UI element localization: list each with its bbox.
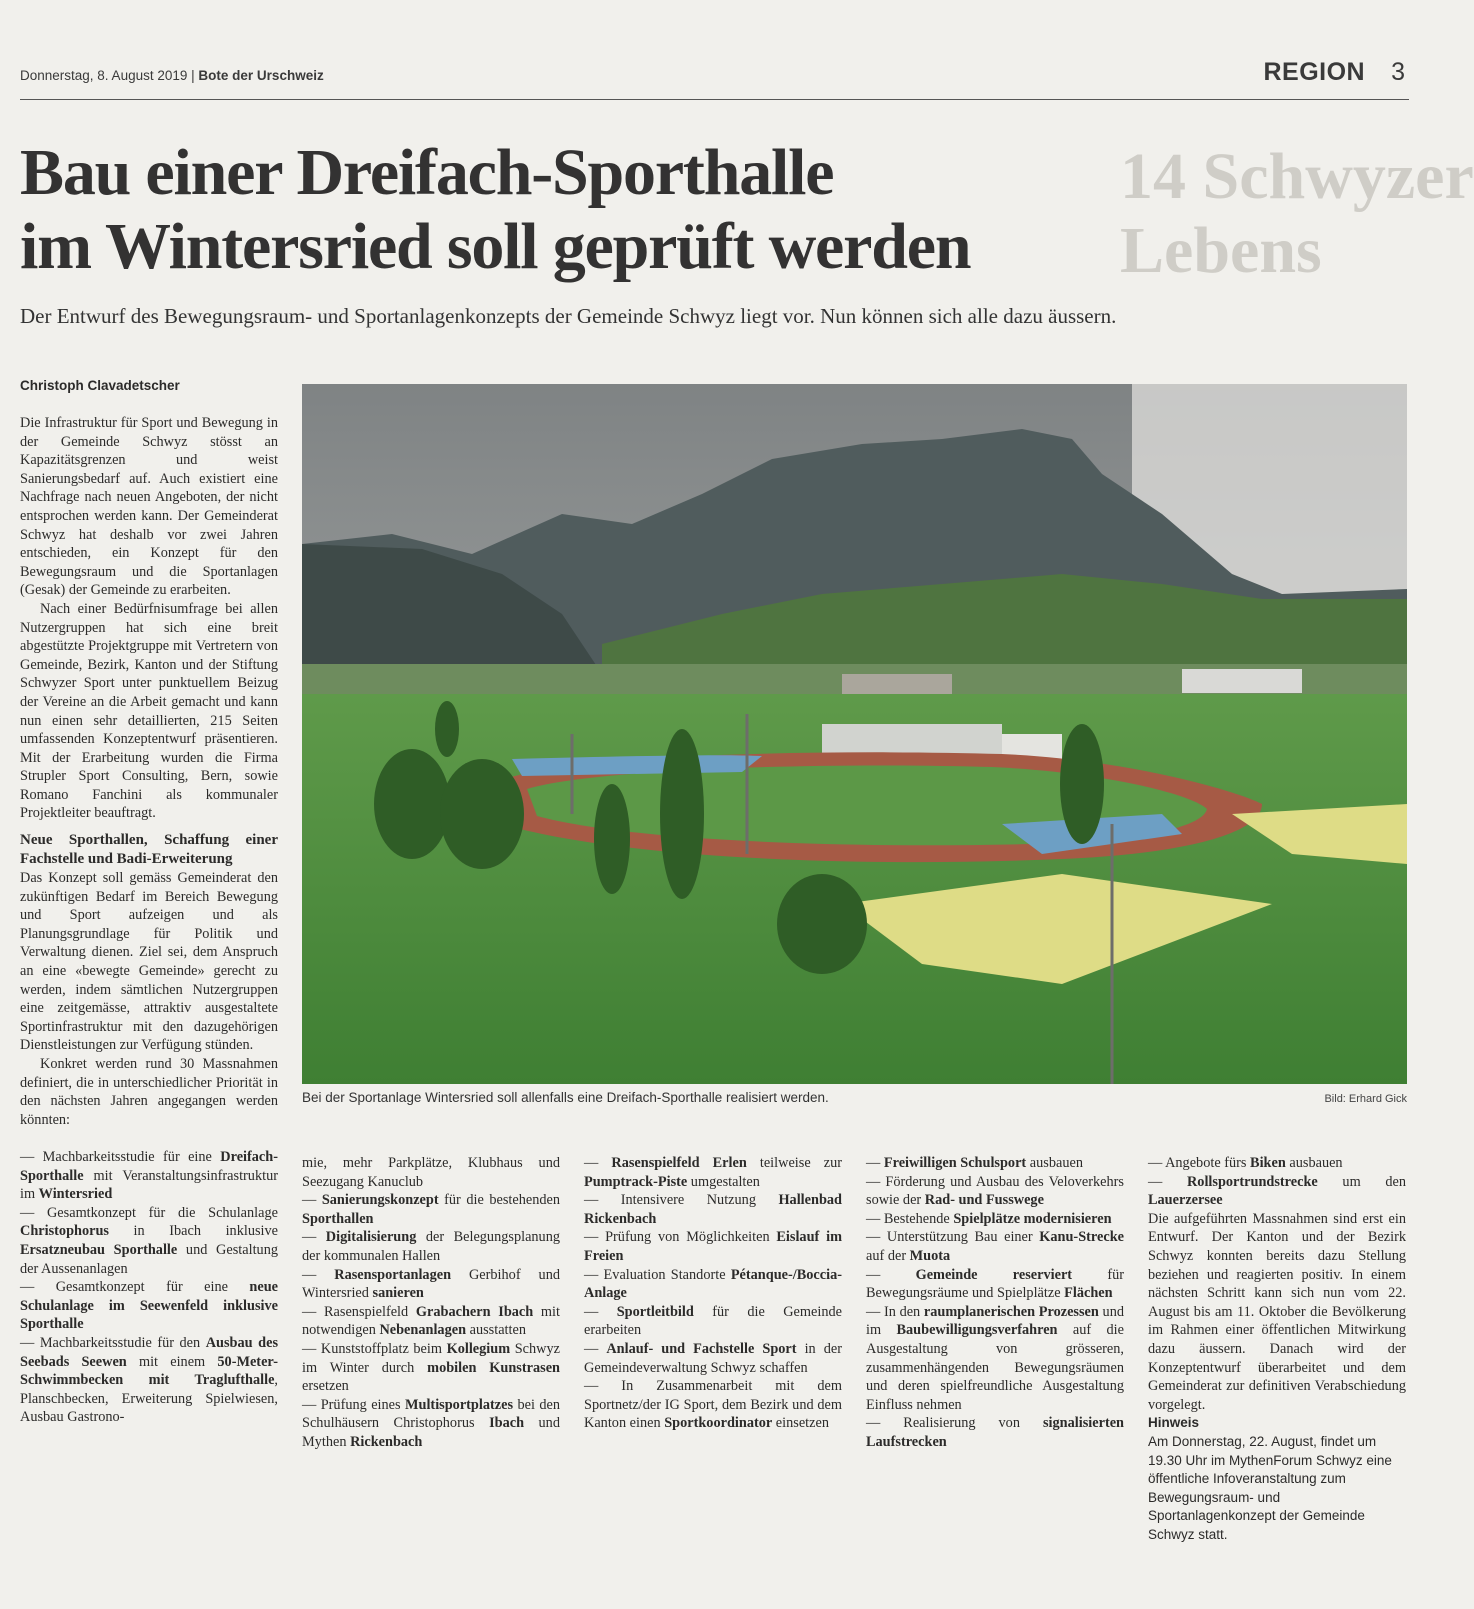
list-item: — Freiwilligen Schulsport ausbauen: [866, 1155, 1083, 1171]
section-subtitle: Neue Sporthallen, Schaffung einer Fachstelle und Badi-Erweiterung: [20, 832, 278, 868]
list-item: — Machbarkeitsstudie für eine Dreifach-Sporthalle mit Veranstaltungsinfrastruktur im Wintersried: [20, 1148, 278, 1203]
photo-credit: Bild: Erhard Gick: [1324, 1093, 1407, 1105]
list-item: — Gesamtkonzept für die Schulanlage Christophorus in Ibach inklusive Ersatzneubau Sporthalle und Gestaltung der Aussenanlagen: [20, 1204, 278, 1277]
page-number: 3: [1391, 58, 1405, 86]
column-4: [866, 1154, 1124, 1452]
subheadline: Der Entwurf des Bewegungsraum- und Sportanlagenkonzepts der Gemeinde Schwyz liegt vor. Nun können sich alle dazu äussern.: [20, 304, 1117, 328]
list-item: — Prüfung von Möglichkeiten Eislauf im Freien: [584, 1229, 842, 1264]
paragraph: Konkret werden rund 30 Massnahmen definiert, die in unterschiedlicher Priorität in den nächsten Jahren angegangen werden könnten:: [20, 1056, 278, 1128]
column-2: [302, 1154, 560, 1452]
column-1: [20, 414, 278, 1427]
list-item: — Intensivere Nutzung Hallenbad Rickenbach: [584, 1192, 842, 1227]
issue-date: Donnerstag, 8. August 2019: [20, 68, 188, 83]
list-item: — Evaluation Standorte Pétanque-/Boccia-Anlage: [584, 1266, 842, 1302]
list-item: — Machbarkeitsstudie für den Ausbau des Seebads Seewen mit einem 50-Meter-Schwimmbecken mit Traglufthalle, Planschbecken, Erweiterung Spielwiesen, Ausbau Gastrono-: [20, 1334, 279, 1426]
list-item: — Anlauf- und Fachstelle Sport in der Gemeindeverwaltung Schwyz schaffen: [584, 1340, 843, 1376]
list-item: — In Zusammenarbeit mit dem Sportnetz/der IG Sport, dem Bezirk und dem Kanton einen Sportkoordinator einsetzen: [584, 1378, 842, 1432]
list-item: — Realisierung von signalisierten Laufstrecken: [866, 1415, 1124, 1450]
headline-line-1: Bau einer Dreifach-Sporthalle: [20, 136, 834, 209]
list-item: — Angebote fürs Biken ausbauen: [1148, 1155, 1343, 1171]
headline-line-2: im Wintersried soll geprüft werden: [20, 210, 971, 283]
paragraph: Das Konzept soll gemäss Gemeinderat den zukünftigen Bedarf im Bereich Bewegung und Sport aufzeigen und als Planungsgrundlage für Politik und Verwaltung dienen. Ziel sei, dem Anspruch an eine «bewegte Gemeinde» gerecht zu werden, indem sämtlichen Nutzergruppen eine zeitgemässe, attraktiv ausgestaltete Sportinfrastruktur mit den dazugehörigen Dienstleistungen zur Verfügung stünden.: [20, 870, 278, 1054]
column-3: [584, 1154, 842, 1433]
header-separator: |: [191, 68, 195, 83]
list-item: — Gemeinde reserviert für Bewegungsräume und Spielplätze Flächen: [866, 1266, 1125, 1302]
list-item: mie, mehr Parkplätze, Klubhaus und Seezugang Kanuclub: [302, 1155, 560, 1190]
list-item: — Sportleitbild für die Gemeinde erarbeiten: [584, 1303, 842, 1339]
list-item: — Rasenspielfeld Erlen teilweise zur Pumptrack-Piste umgestalten: [584, 1155, 842, 1190]
paragraph: Nach einer Bedürfnisumfrage bei allen Nutzergruppen hat sich eine breit abgestützte Projektgruppe mit Vertretern von Gemeinde, Bezirk, Kanton und der Stiftung Schwyzer Sport unter punktuellem Beizug der Vereine an die Arbeit gemacht und kann nun einen sehr detaillierten, 215 Seiten umfassenden Konzeptentwurf präsentieren. Mit der Erarbeitung wurden die Firma Strupler Sport Consulting, Bern, sowie Romano Fanchini als kommunaler Projektleiter beauftragt.: [20, 600, 278, 822]
list-item: — Rollsportrundstrecke um den Lauerzersee: [1148, 1173, 1407, 1209]
publication-name: Bote der Urschweiz: [198, 68, 324, 83]
list-item: — Sanierungskonzept für die bestehenden Sporthallen: [302, 1192, 560, 1227]
paragraph: Die Infrastruktur für Sport und Bewegung in der Gemeinde Schwyz stösst an Kapazitätsgrenzen und weist Sanierungsbedarf auf. Auch existiert eine Nachfrage nach neuen Angeboten, der nicht entsprochen werden kann. Der Gemeinderat Schwyz hat deshalb vor zwei Jahren entschieden, ein Konzept für den Bewegungsraum und die Sportanlagen (Gesak) der Gemeinde zu erarbeiten.: [20, 415, 278, 599]
column-5: [1148, 1154, 1406, 1544]
list-item: — Prüfung eines Multisportplatzes bei den Schulhäusern Christophorus Ibach und Mythen Rickenbach: [302, 1396, 560, 1450]
list-item: — In den raumplanerischen Prozessen und im Baubewilligungsverfahren auf die Ausgestaltung von grösseren, zusammenhängenden Bewegungsräumen und deren spielfreundliche Ausgestaltung Einfluss nehmen: [866, 1303, 1125, 1413]
note-text: Am Donnerstag, 22. August, findet um 19.30 Uhr im MythenForum Schwyz eine öffentliche Infoveranstaltung zum Bewegungsraum- und Sportanlagenkonzept der Gemeinde Schwyz statt.: [1148, 1433, 1392, 1542]
list-item: — Bestehende Spielplätze modernisieren: [866, 1210, 1112, 1227]
list-item: — Gesamtkonzept für eine neue Schulanlage im Seewenfeld inklusive Sporthalle: [20, 1279, 278, 1333]
photo-caption: Bei der Sportanlage Wintersried soll allenfalls eine Dreifach-Sporthalle realisiert werden.: [302, 1090, 829, 1105]
paragraph: Die aufgeführten Massnahmen sind erst ein Entwurf. Der Kanton und der Bezirk Schwyz konnten bereits dazu Stellung beziehen und reagierten positiv. In einem nächsten Schritt kann sich nun vom 22. August bis am 11. Oktober die Bevölkerung im Rahmen einer öffentlichen Mitwirkung dazu äussern. Danach wird der Konzeptentwurf überarbeitet und dem Gemeinderat zur definitiven Verabschiedung vorgelegt.: [1148, 1210, 1406, 1413]
section-name: REGION: [1263, 58, 1366, 86]
author-byline: Christoph Clavadetscher: [20, 378, 180, 393]
list-item: — Rasensportanlagen Gerbihof und Wintersried sanieren: [302, 1266, 560, 1302]
list-item: — Kunststoffplatz beim Kollegium Schwyz im Winter durch mobilen Kunstrasen ersetzen: [302, 1340, 560, 1395]
list-item: — Rasenspielfeld Grabachern Ibach mit notwendigen Nebenanlagen ausstatten: [302, 1303, 560, 1339]
headline: [20, 136, 1390, 284]
list-item: — Digitalisierung der Belegungsplanung der kommunalen Hallen: [302, 1229, 561, 1264]
list-item: — Förderung und Ausbau des Veloverkehrs sowie der Rad- und Fusswege: [866, 1173, 1124, 1209]
header-dateline: [20, 68, 324, 83]
bleed-line-1: 14 Schwyzer: [1120, 140, 1474, 213]
article-photo: [302, 384, 1407, 1084]
note-title: Hinweis: [1148, 1415, 1200, 1431]
bleed-line-2: Lebens: [1120, 214, 1322, 287]
header-rule: [20, 99, 1409, 100]
sports-ground-photo: [302, 384, 1407, 1084]
header-section: [1263, 58, 1405, 87]
list-item: — Unterstützung Bau einer Kanu-Strecke auf der Muota: [866, 1229, 1124, 1264]
